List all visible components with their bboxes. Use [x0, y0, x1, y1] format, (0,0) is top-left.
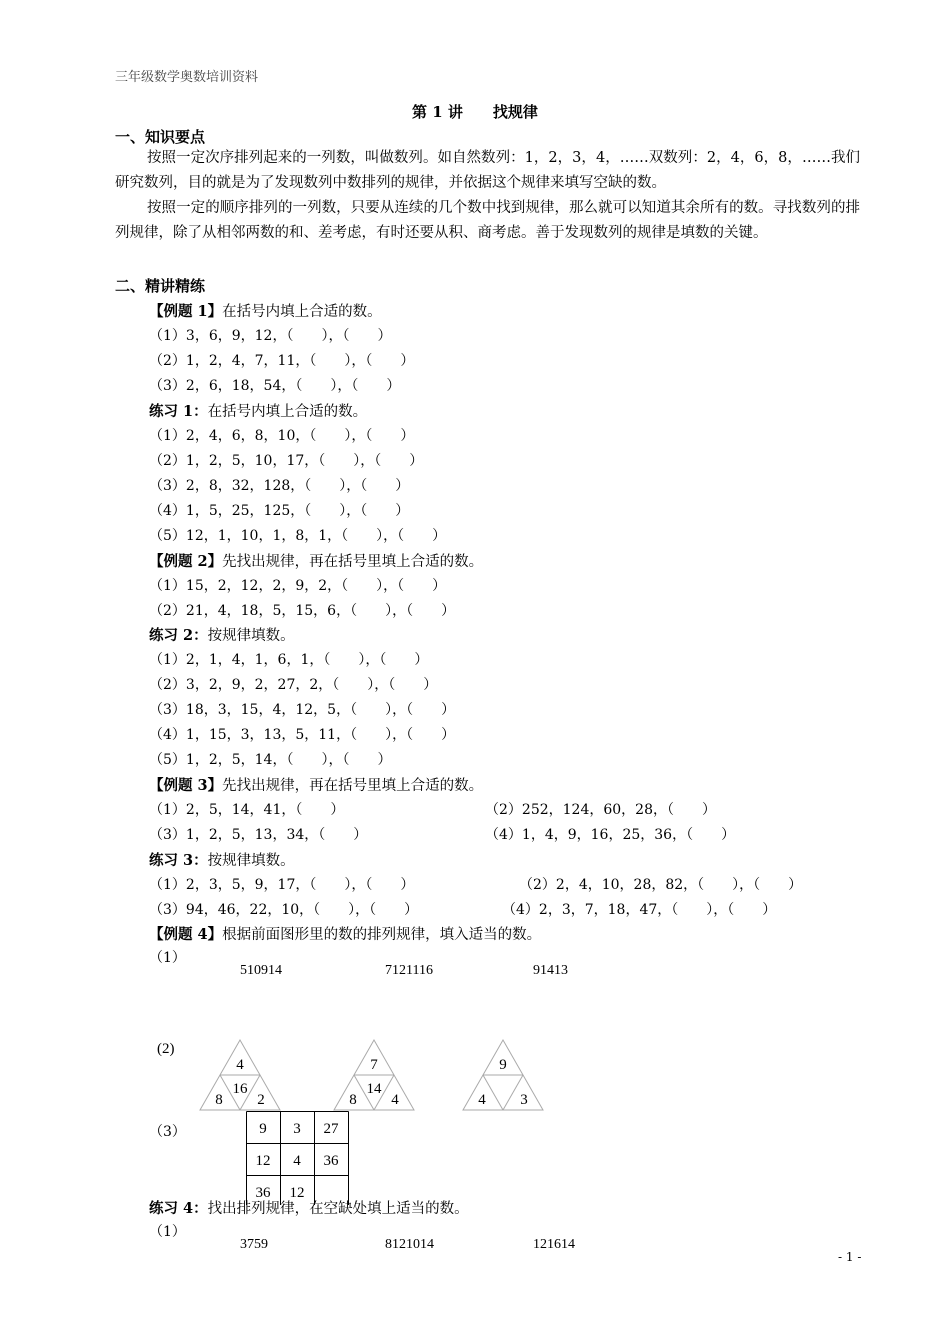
practice-2-heading: 练习 2：按规律填数。: [149, 627, 295, 644]
paragraph-2: 按照一定的顺序排列的一列数，只要从连续的几个数中找到规律，那么就可以知道其余所有的数。寻找数列的排列规律，除了从相邻两数的和、差考虑，有时还要从积、商考虑。善于发现数列的规律是填数的关键。: [115, 200, 860, 241]
practice-4-group-3: 121614: [533, 1237, 575, 1252]
example-4-group-3: 91413: [533, 963, 568, 978]
practice-2-item-2: （2）3，2，9，2，27，2，（ ），（ ）: [149, 677, 438, 693]
triangle-2-center: 14: [366, 1081, 382, 1097]
triangle-1-right: 2: [257, 1092, 265, 1108]
example-1-heading: 【例题 1】在括号内填上合适的数。: [149, 303, 382, 320]
practice-3-heading: 练习 3：按规律填数。: [149, 852, 295, 869]
triangle-3-left: 4: [478, 1092, 486, 1108]
example-4-heading: 【例题 4】根据前面图形里的数的排列规律，填入适当的数。: [149, 926, 542, 943]
example-3-item-2: （2）252，124，60，28，（ ）: [485, 802, 716, 818]
practice-2-item-1: （1）2，1，4，1，6，1，（ ），（ ）: [149, 652, 429, 668]
knowledge-paragraphs: [115, 146, 860, 246]
grid-cell-r2c3: 36: [323, 1153, 339, 1169]
example-4-part-1-label: （1）: [149, 950, 186, 966]
example-4-group-2: 7121116: [385, 963, 433, 978]
triangle-2-right: 4: [391, 1092, 399, 1108]
example-1-item-1: （1）3，6，9，12，（ ），（ ）: [149, 328, 392, 344]
paragraph-1: 按照一定次序排列起来的一列数，叫做数列。如自然数列：1，2，3，4，……双数列：2，4，6，8，……我们研究数列，目的就是为了发现数列中数排列的规律，并依据这个规律来填写空缺的数。: [115, 150, 860, 191]
grid-cell-r2c2: 4: [293, 1153, 301, 1169]
practice-4-group-1: 3759: [240, 1237, 268, 1252]
triangle-1-center: 16: [232, 1081, 248, 1097]
triangle-3: [463, 1040, 543, 1110]
practice-1-heading: 练习 1：在括号内填上合适的数。: [149, 403, 368, 420]
lesson-title: 第 1 讲 找规律: [412, 103, 538, 121]
number-grid: [246, 1111, 350, 1205]
example-3-item-3: （3）1，2，5，13，34，（ ）: [149, 827, 368, 843]
triangle-2: [334, 1040, 414, 1110]
practice-3-item-2: （2）2，4，10，28，82，（ ），（ ）: [519, 877, 803, 893]
running-header: 三年级数学奥数培训资料: [115, 70, 259, 85]
practice-2-item-4: （4）1，15，3，13，5，11，（ ），（ ）: [149, 727, 456, 743]
triangle-3-top: 9: [499, 1057, 507, 1073]
practice-2-item-5: （5）1，2，5，14，（ ），（ ）: [149, 752, 392, 768]
grid-cell-r3c1: 36: [255, 1185, 271, 1201]
practice-2-item-3: （3）18，3，15，4，12，5，（ ），（ ）: [149, 702, 456, 718]
example-3-heading: 【例题 3】先找出规律，再在括号里填上合适的数。: [149, 777, 484, 794]
practice-3-item-3: （3）94，46，22，10，（ ），（ ）: [149, 902, 419, 918]
example-4-group-1: 510914: [240, 963, 282, 978]
practice-3-item-1: （1）2，3，5，9，17，（ ），（ ）: [149, 877, 415, 893]
practice-4-group-2: 8121014: [385, 1237, 434, 1252]
triangle-3-right: 3: [520, 1092, 528, 1108]
example-1-item-3: （3）2，6，18，54，（ ），（ ）: [149, 378, 401, 394]
practice-1-item-3: （3）2，8，32，128，（ ），（ ）: [149, 478, 410, 494]
example-1-item-2: （2）1，2，4，7，11，（ ），（ ）: [149, 353, 415, 369]
practice-3-item-4: （4）2，3，7，18，47，（ ），（ ）: [502, 902, 777, 918]
section-heading-practice: 二、精讲精练: [115, 277, 206, 295]
triangle-2-top: 7: [370, 1057, 378, 1073]
page-number: - 1 -: [838, 1250, 862, 1264]
grid-cell-r1c2: 3: [293, 1121, 301, 1137]
triangle-1-left: 8: [215, 1092, 223, 1108]
example-2-item-1: （1）15，2，12，2，9，2，（ ），（ ）: [149, 578, 447, 594]
grid-cell-r1c3: 27: [323, 1121, 339, 1137]
grid-cell-r1c1: 9: [259, 1121, 267, 1137]
triangle-1-top: 4: [236, 1057, 244, 1073]
triangle-figures: [190, 1036, 560, 1116]
practice-1-item-1: （1）2，4，6，8，10，（ ），（ ）: [149, 428, 415, 444]
practice-1-item-2: （2）1，2，5，10，17，（ ），（ ）: [149, 453, 424, 469]
example-2-item-2: （2）21，4，18，5，15，6，（ ），（ ）: [149, 603, 456, 619]
example-3-item-4: （4）1，4，9，16，25，36，（ ）: [485, 827, 736, 843]
practice-4-heading: 练习 4：找出排列规律，在空缺处填上适当的数。: [149, 1200, 469, 1217]
example-4-part-2-label: (2): [157, 1041, 175, 1057]
section-heading-knowledge: 一、知识要点: [115, 128, 206, 146]
triangle-1: [200, 1040, 280, 1110]
practice-4-part-1-label: （1）: [149, 1224, 186, 1240]
triangle-2-left: 8: [349, 1092, 357, 1108]
example-2-heading: 【例题 2】先找出规律，再在括号里填上合适的数。: [149, 553, 484, 570]
example-3-item-1: （1）2，5，14，41，（ ）: [149, 802, 345, 818]
grid-cell-r2c1: 12: [255, 1153, 271, 1169]
practice-1-item-5: （5）12，1，10，1，8，1，（ ），（ ）: [149, 528, 447, 544]
example-4-part-3-label: （3）: [149, 1124, 186, 1140]
grid-cell-r3c2: 12: [289, 1185, 305, 1201]
practice-1-item-4: （4）1，5，25，125，（ ），（ ）: [149, 503, 410, 519]
